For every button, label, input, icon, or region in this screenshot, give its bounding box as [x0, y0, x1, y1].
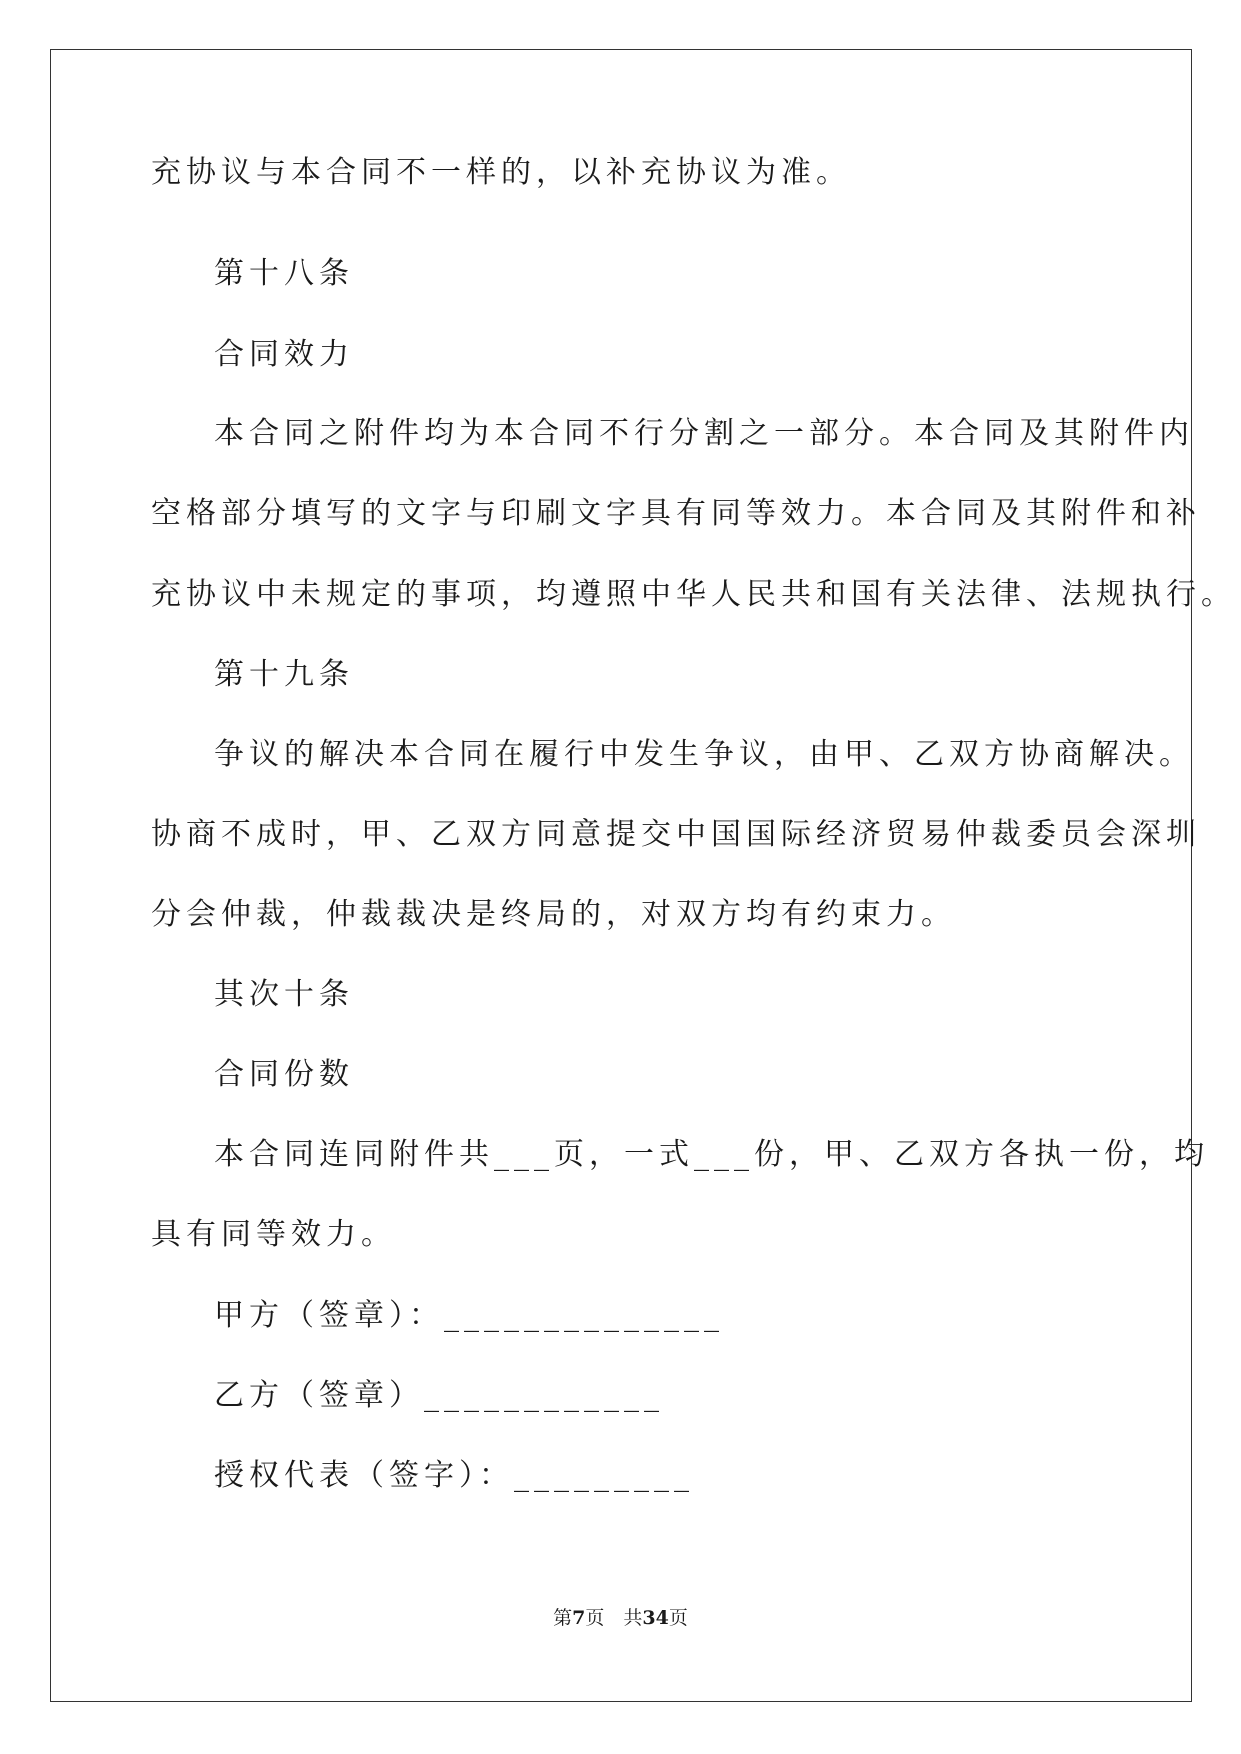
body-line: 争议的解决本合同在履行中发生争议，由甲、乙双方协商解决。: [214, 737, 1194, 772]
total-pages: 34: [642, 1607, 669, 1629]
article-heading: 第十八条: [214, 256, 354, 291]
body-line: 空格部分填写的文字与印刷文字具有同等效力。本合同及其附件和补: [151, 496, 1201, 531]
body-line: 协商不成时，甲、乙双方同意提交中国国际经济贸易仲裁委员会深圳: [151, 817, 1201, 852]
page-border: [50, 49, 1192, 1702]
body-line: 分会仲裁，仲裁裁决是终局的，对双方均有约束力。: [151, 897, 956, 932]
body-line: 充协议与本合同不一样的，以补充协议为准。: [151, 155, 851, 190]
representative-signature-line: 授权代表（签字）：_________: [214, 1458, 694, 1493]
page-number: 7: [572, 1607, 586, 1629]
article-heading: 其次十条: [214, 977, 354, 1012]
article-heading: 第十九条: [214, 657, 354, 692]
article-title: 合同份数: [214, 1057, 354, 1092]
footer-suffix: 页: [668, 1607, 688, 1629]
body-line: 具有同等效力。: [151, 1217, 396, 1252]
footer-mid: 页 共: [585, 1607, 643, 1629]
body-line: 本合同连同附件共___页，一式___份，甲、乙双方各执一份，均: [214, 1137, 1209, 1172]
body-line: 本合同之附件均为本合同不行分割之一部分。本合同及其附件内: [214, 416, 1194, 451]
footer-prefix: 第: [553, 1607, 573, 1629]
party-b-signature-line: 乙方（签章）____________: [214, 1378, 664, 1413]
article-title: 合同效力: [214, 337, 354, 372]
party-a-signature-line: 甲方（签章）：______________: [214, 1298, 724, 1333]
page-footer: [0, 1606, 1241, 1630]
body-line: 充协议中未规定的事项，均遵照中华人民共和国有关法律、法规执行。: [151, 577, 1236, 612]
